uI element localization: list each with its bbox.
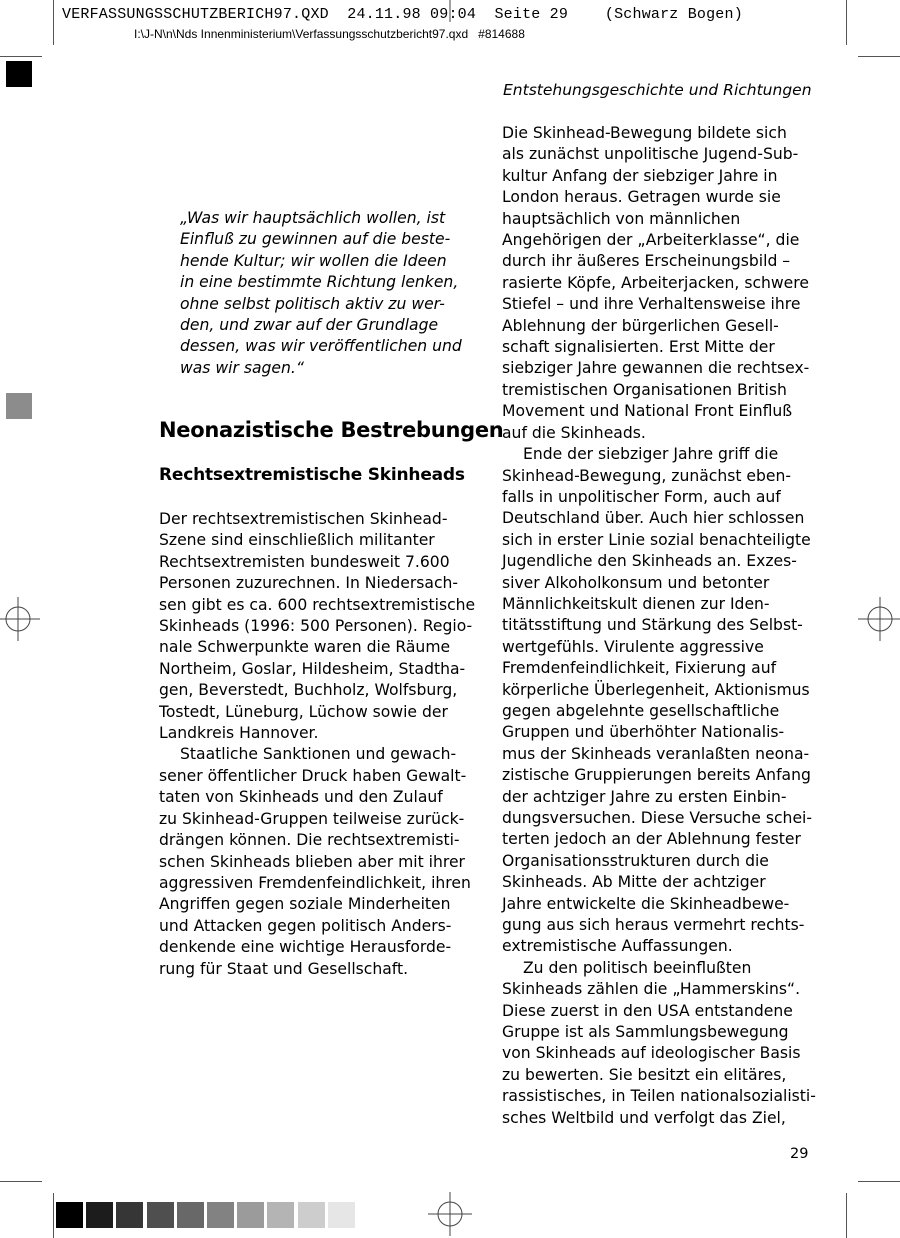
text-line: Landkreis Hannover. [159,724,319,743]
crop-mark [53,0,54,45]
page-number: 29 [790,1146,809,1162]
text-line: nale Schwerpunkte waren die Räume [159,638,451,657]
crop-mark [846,1193,847,1238]
gray-swatch [237,1202,264,1228]
left-body-column [159,509,475,980]
text-line: wertgefühls. Virulente aggressive [502,637,764,656]
text-line: gen, Beverstedt, Buchholz, Wolfsburg, [159,681,458,700]
text-line: hauptsächlich von männlichen [502,209,741,228]
text-line: terten jedoch an der Ablehnung fester [502,830,801,849]
text-line: Männlichkeitskult dienen zur Iden- [502,594,770,613]
text-line: Skinheads. Ab Mitte der achtziger [502,873,766,892]
paragraph [159,744,475,979]
text-line: kultur Anfang der siebziger Jahre in [502,166,778,185]
gray-swatch [177,1202,204,1228]
text-line: tremistischen Organisationen British [502,380,787,399]
text-line: Skinhead-Bewegung, zunächst eben- [502,466,792,485]
text-line: als zunächst unpolitische Jugend-Sub- [502,145,799,164]
text-line: zistische Gruppierungen bereits Anfang [502,766,811,785]
text-line: London heraus. Getragen wurde sie [502,188,781,207]
text-line: zu bewerten. Sie besitzt ein elitäres, [502,1065,787,1084]
right-body-column [502,123,816,1129]
text-line: mus der Skinheads veranlaßten neona- [502,744,810,763]
text-line: schaft signalisierten. Erst Mitte der [502,338,775,357]
text-line: durch ihr äußeres Erscheinungsbild – [502,252,791,271]
text-line: und Attacken gegen politisch Anders- [159,916,452,935]
text-line: rasierte Köpfe, Arbeiterjacken, schwere [502,273,809,292]
text-line: körperliche Überlegenheit, Aktionismus [502,680,810,699]
gray-swatch [86,1202,113,1228]
text-line: rung für Staat und Gesellschaft. [159,959,409,978]
crop-mark [53,1193,54,1238]
text-line: Fremdenfeindlichkeit, Fixierung auf [502,659,777,678]
registration-mark-bottom [428,1192,472,1236]
text-line: sen gibt es ca. 600 rechtsextremistische [159,595,476,614]
text-line: falls in unpolitischer Form, auch auf [502,487,781,506]
quote-line: den, und zwar auf der Grundlage [180,316,439,335]
registration-mark-left [0,597,40,641]
quote-block [180,208,462,379]
gray-swatch [147,1202,174,1228]
text-line: Ablehnung der bürgerlichen Gesell- [502,316,779,335]
gray-swatch [207,1202,234,1228]
gray-swatch [328,1202,355,1228]
text-line: Angehörigen der „Arbeiterklasse“, die [502,231,800,250]
running-head: Entstehungsgeschichte und Richtungen [503,81,812,99]
text-line: Rechtsextremisten bundesweit 7.600 [159,552,450,571]
text-line: rassistisches, in Teilen nationalsozialisti- [502,1087,816,1106]
crop-mark [858,56,900,57]
subsection-heading: Rechtsextremistische Skinheads [159,465,465,485]
text-line: Skinheads zählen die „Hammerskins“. [502,980,801,999]
text-line: drängen können. Die rechtsextremisti- [159,831,460,850]
text-line: sches Weltbild und verfolgt das Ziel, [502,1108,786,1127]
text-line: Gruppe ist als Sammlungsbewegung [502,1023,789,1042]
text-line: auf die Skinheads. [502,423,646,442]
text-line: siver Alkoholkonsum und betonter [502,573,770,592]
text-line: Die Skinhead-Bewegung bildete sich [502,124,787,142]
text-line: Deutschland über. Auch hier schlossen [502,509,805,528]
paragraph [159,509,475,744]
text-line: Angriffen gegen soziale Minderheiten [159,895,451,914]
gray-swatch [116,1202,143,1228]
paragraph [502,444,816,958]
text-line: Tostedt, Lüneburg, Lüchow sowie der [159,702,448,721]
text-line: Movement und National Front Einfluß [502,402,793,421]
quote-line: was wir sagen.“ [180,358,304,377]
quote-line: ohne selbst politisch aktiv zu wer- [180,294,445,313]
text-line: der achtziger Jahre zu ersten Einbin- [502,787,787,806]
section-heading: Neonazistische Bestrebungen [159,418,504,442]
text-line: Staatliche Sanktionen und gewach- [180,745,457,764]
printer-slug-filename: VERFASSUNGSSCHUTZBERICH97.QXD 24.11.98 09:04 Seite 29 (Schwarz Bogen) [62,6,743,23]
text-line: Northeim, Goslar, Hildesheim, Stadtha- [159,659,466,678]
text-line: Organisationsstrukturen durch die [502,851,769,870]
text-line: Zu den politisch beeinflußten [523,958,752,977]
gray-swatch [298,1202,325,1228]
text-line: titätsstiftung und Stärkung des Selbst- [502,616,803,635]
text-line: Jugendliche den Skinheads an. Exzes- [502,552,797,571]
quote-line: „Was wir hauptsächlich wollen, ist [180,209,446,227]
registration-mark-top [428,0,472,22]
quote-line: hende Kultur; wir wollen die Ideen [180,251,447,270]
paragraph [502,958,816,1129]
color-control-square-gray [6,393,32,419]
crop-mark [0,56,42,57]
text-line: zu Skinhead-Gruppen teilweise zurück- [159,809,465,828]
text-line: extremistische Auffassungen. [502,937,733,956]
text-line: Jahre entwickelte die Skinheadbewe- [502,894,790,913]
quote-line: dessen, was wir veröffentlichen und [180,337,462,356]
text-line: Ende der siebziger Jahre griff die [523,445,779,464]
crop-mark [846,0,847,45]
text-line: Gruppen und überhöhter Nationalis- [502,723,785,742]
text-line: schen Skinheads blieben aber mit ihrer [159,852,465,871]
text-line: aggressiven Fremdenfeindlichkeit, ihren [159,873,471,892]
text-line: Der rechtsextremistischen Skinhead- [159,510,448,528]
text-line: sich in erster Linie sozial benachteiligte [502,530,811,549]
color-control-square-black [6,61,32,87]
gray-swatch [56,1202,83,1228]
crop-mark [858,1181,900,1182]
text-line: Personen zuzurechnen. In Niedersach- [159,574,459,593]
text-line: Szene sind einschließlich militanter [159,531,435,550]
quote-line: in eine bestimmte Richtung lenken, [180,273,459,292]
crop-mark [0,1181,42,1182]
text-line: denkende eine wichtige Herausforde- [159,938,452,957]
registration-mark-right [858,597,900,641]
text-line: dungsversuchen. Diese Versuche schei- [502,809,812,827]
gray-swatch [267,1202,294,1228]
paragraph [502,123,816,444]
text-line: siebziger Jahre gewannen die rechtsex- [502,359,810,378]
quote-line: Einfluß zu gewinnen auf die beste- [180,230,451,249]
text-line: sener öffentlicher Druck haben Gewalt- [159,766,467,785]
text-line: Skinheads (1996: 500 Personen). Regio- [159,617,473,636]
text-line: Diese zuerst in den USA entstandene [502,1001,793,1020]
text-line: gung aus sich heraus vermehrt rechts- [502,916,805,935]
printer-slug-path: I:\J-N\n\Nds Innenministerium\Verfassungsschutzbericht97.qxd #814688 [134,27,525,41]
text-line: taten von Skinheads und den Zulauf [159,788,443,807]
text-line: gegen abgelehnte gesellschaftliche [502,701,780,720]
text-line: Stiefel – und ihre Verhaltensweise ihre [502,295,801,314]
text-line: von Skinheads auf ideologischer Basis [502,1044,801,1063]
